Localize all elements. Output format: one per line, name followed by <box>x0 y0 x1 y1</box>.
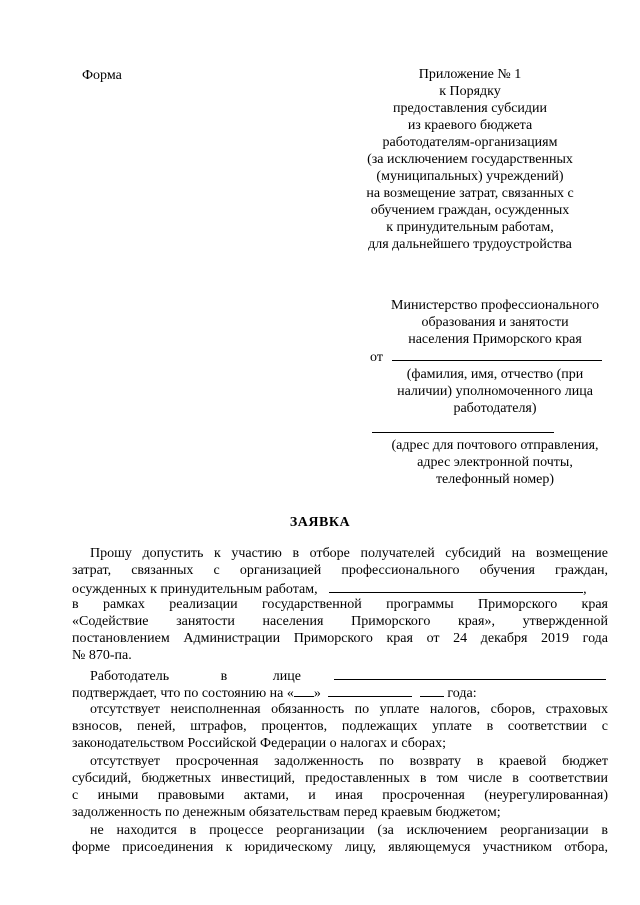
appendix-line: на возмещение затрат, связанных с <box>366 186 574 201</box>
addressee-line: Министерство профессионального <box>391 298 599 313</box>
profession-field[interactable] <box>329 580 583 593</box>
body-text: » <box>313 686 321 701</box>
body-line: Прошу допустить к участию в отборе получателей субсидий на возмещение <box>90 546 608 561</box>
name-hint-line: работодателя) <box>453 401 537 416</box>
employer-row <box>72 667 608 685</box>
appendix-line: для дальнейшего трудоустройства <box>368 237 572 252</box>
employer-representative-field[interactable] <box>334 667 606 680</box>
document-title: ЗАЯВКА <box>289 515 351 530</box>
address-field[interactable] <box>372 432 554 433</box>
body-line: затрат, связанных с организацией профессионального обучения граждан, <box>72 563 608 578</box>
from-prefix: от <box>370 350 383 365</box>
body-line: форме присоединения к юридическому лицу, являющемуся участником отбора, <box>72 840 608 855</box>
body-text: года: <box>447 686 477 701</box>
body-line: в рамках реализации государственной программы Приморского края <box>72 597 608 612</box>
body-line: № 870-па. <box>72 648 132 663</box>
addressee-line: образования и занятости <box>421 315 569 330</box>
body-text: осужденных к принудительным работам, <box>72 582 318 597</box>
body-text: подтверждает, что по состоянию на « <box>72 686 294 701</box>
body-line: взносов, пеней, штрафов, процентов, подлежащих уплате в соответствии с <box>72 719 608 734</box>
body-line-with-field <box>72 580 608 598</box>
body-line: задолженность по денежным обязательствам перед краевым бюджетом; <box>72 805 501 820</box>
body-line: «Содействие занятости населения Приморского края», утвержденной <box>72 614 608 629</box>
day-field[interactable] <box>294 684 314 697</box>
addressee-block <box>370 297 620 417</box>
address-hint-block <box>370 437 620 488</box>
body-line: с иными правовыми актами, и иная просроченная (неурегулированная) <box>72 788 608 803</box>
name-hint-line: наличии) уполномоченного лица <box>397 384 593 399</box>
address-hint-line: (адрес для почтового отправления, <box>391 438 599 453</box>
month-field[interactable] <box>328 684 412 697</box>
form-label: Форма <box>82 68 122 83</box>
date-row <box>72 684 608 702</box>
body-line: субсидий, бюджетных инвестиций, предоставленных в том числе в соответствии <box>72 771 608 786</box>
body-text: Работодатель <box>90 669 170 684</box>
body-text: в <box>220 669 228 684</box>
appendix-line: предоставления субсидии <box>392 101 548 116</box>
appendix-line: (за исключением государственных <box>367 152 573 167</box>
appendix-line: (муниципальных) учреждений) <box>376 169 564 184</box>
body-line: постановлением Администрации Приморского края от 24 декабря 2019 года <box>72 631 608 646</box>
body-line: законодательством Российской Федерации о налогах и сборах; <box>72 736 447 751</box>
body-text: , <box>583 582 587 597</box>
appendix-line: к принудительным работам, <box>386 220 554 235</box>
body-line: отсутствует просроченная задолженность по возврату в краевой бюджет <box>90 754 608 769</box>
appendix-line: обучением граждан, осужденных <box>370 203 570 218</box>
name-hint-line: (фамилия, имя, отчество (при <box>406 367 584 382</box>
body-line: отсутствует неисполненная обязанность по уплате налогов, сборов, страховых <box>90 702 608 717</box>
addressee-line: населения Приморского края <box>408 332 582 347</box>
body-line: не находится в процессе реорганизации (за исключением реорганизации в <box>90 823 608 838</box>
body-text: лице <box>272 669 301 684</box>
appendix-line: Приложение № 1 <box>418 67 522 82</box>
appendix-line: к Порядку <box>439 84 501 99</box>
address-hint-line: телефонный номер) <box>435 472 555 487</box>
appendix-line: работодателям-организациям <box>382 135 558 150</box>
applicant-name-field[interactable] <box>392 348 602 361</box>
from-row <box>370 348 620 366</box>
appendix-line: из краевого бюджета <box>407 118 533 133</box>
address-hint-line: адрес электронной почты, <box>417 455 573 470</box>
appendix-block <box>330 66 610 253</box>
year-field[interactable] <box>420 684 444 697</box>
